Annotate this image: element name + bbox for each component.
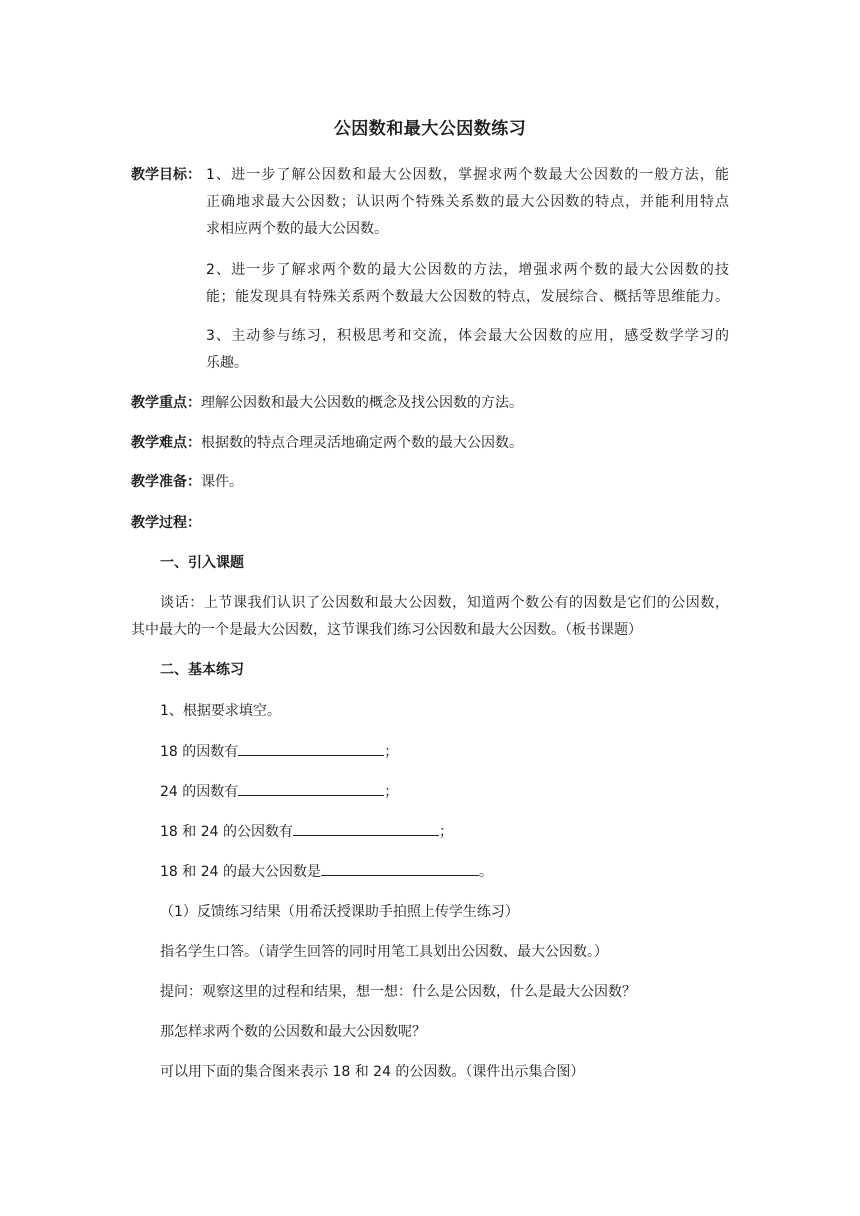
fill-blank-3 — [160, 821, 453, 842]
fill-blank-3-prefix: 18 和 24 的公因数有 — [160, 824, 293, 840]
section-1-line-2: 其中最大的一个是最大公因数，这节课我们练习公因数和最大公因数。（板书课题） — [131, 622, 642, 638]
answer-blank-4[interactable] — [321, 861, 479, 876]
fill-blank-4 — [160, 861, 493, 882]
difficulties-label: 教学难点： — [131, 435, 201, 451]
feedback-step: （1）反馈练习结果（用希沃授课助手拍照上传学生练习） — [160, 904, 519, 920]
fill-blank-1 — [160, 741, 398, 762]
answer-blank-2[interactable] — [238, 781, 384, 796]
paragraph-4: 可以用下面的集合图来表示 18 和 24 的公因数。（课件出示集合图） — [160, 1064, 585, 1080]
fill-blank-2 — [160, 781, 398, 802]
fill-blank-1-prefix: 18 的因数有 — [160, 744, 239, 760]
answer-blank-3[interactable] — [293, 821, 439, 836]
difficulties — [131, 433, 523, 453]
section-2-heading: 二、基本练习 — [160, 662, 244, 678]
preparation-text: 课件。 — [201, 474, 243, 490]
key-points-text: 理解公因数和最大公因数的概念及找公因数的方法。 — [201, 395, 523, 411]
paragraph-1: 指名学生口答。（请学生回答的同时用笔工具划出公因数、最大公因数。） — [160, 944, 608, 960]
objective-2-line-1: 2、进一步了解求两个数的最大公因数的方法，增强求两个数的最大公因数的技 — [206, 262, 729, 278]
process-label: 教学过程： — [131, 515, 201, 531]
fill-blank-1-suffix: ； — [384, 744, 399, 760]
paragraph-3: 那怎样求两个数的公因数和最大公因数呢？ — [160, 1024, 426, 1040]
answer-blank-1[interactable] — [238, 741, 384, 756]
objective-3-line-2: 乐趣。 — [206, 355, 248, 371]
objective-1-line-2: 正确地求最大公因数；认识两个特殊关系数的最大公因数的特点，并能利用特点 — [206, 194, 729, 210]
fill-blank-4-suffix: 。 — [478, 864, 493, 880]
key-points-label: 教学重点： — [131, 395, 201, 411]
fill-blank-3-suffix: ； — [438, 824, 453, 840]
paragraph-2: 提问：观察这里的过程和结果，想一想：什么是公因数，什么是最大公因数？ — [160, 984, 636, 1000]
objective-3-line-1: 3、主动参与练习，积极思考和交流，体会最大公因数的应用，感受数学学习的 — [206, 328, 729, 344]
fill-blank-4-prefix: 18 和 24 的最大公因数是 — [160, 864, 321, 880]
preparation-label: 教学准备： — [131, 474, 201, 490]
objective-1-line-1: 1、进一步了解公因数和最大公因数，掌握求两个数最大公因数的一般方法，能 — [206, 167, 729, 183]
fill-blank-2-prefix: 24 的因数有 — [160, 784, 239, 800]
exercise-1-prompt: 1、根据要求填空。 — [160, 703, 281, 719]
section-1-heading: 一、引入课题 — [160, 555, 244, 571]
section-1-line-1: 谈话：上节课我们认识了公因数和最大公因数，知道两个数公有的因数是它们的公因数， — [160, 595, 729, 611]
document-title: 公因数和最大公因数练习 — [333, 119, 527, 139]
objectives-label: 教学目标： — [131, 167, 201, 183]
key-points — [131, 393, 523, 413]
objective-1-line-3: 求相应两个数的最大公因数。 — [206, 221, 388, 237]
objective-2-line-2: 能；能发现具有特殊关系两个数最大公因数的特点，发展综合、概括等思维能力。 — [206, 289, 729, 305]
preparation — [131, 472, 243, 492]
difficulties-text: 根据数的特点合理灵活地确定两个数的最大公因数。 — [201, 435, 523, 451]
fill-blank-2-suffix: ； — [384, 784, 399, 800]
